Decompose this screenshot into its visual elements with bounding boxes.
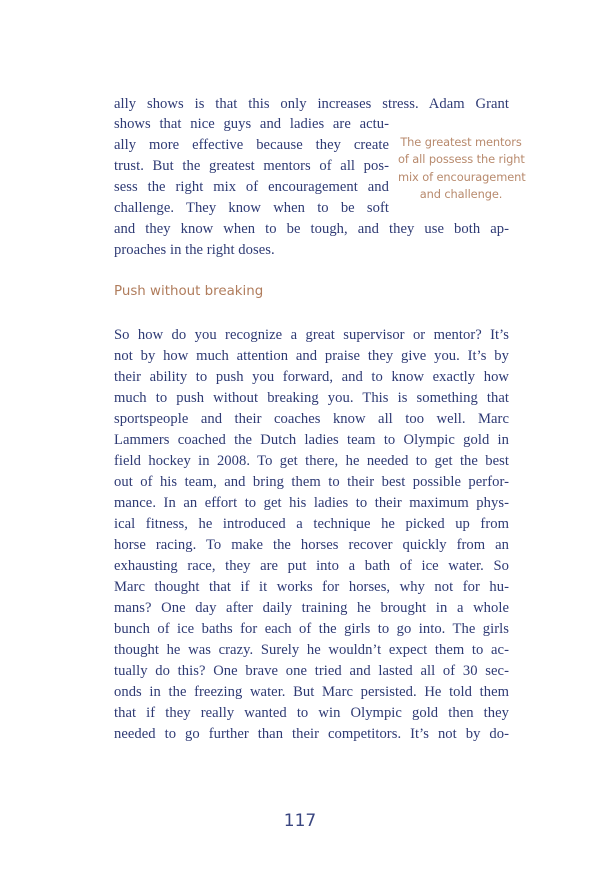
pull-quote — [398, 134, 524, 203]
text-line: thought he was crazy. Surely he wouldn’t expect them to ac- — [114, 642, 509, 658]
text-line: ical fitness, he introduced a technique he picked up from — [114, 516, 509, 532]
text-line: onds in the freezing water. But Marc persisted. He told them — [114, 684, 509, 700]
pull-quote-line: The greatest mentors — [400, 135, 522, 149]
text-line: mance. In an effort to get his ladies to their maximum phys- — [114, 495, 509, 511]
text-line: challenge. They know when to be soft — [114, 200, 389, 216]
text-line: shows that nice guys and ladies are actu- — [114, 116, 389, 132]
page-number: 117 — [283, 811, 317, 831]
text-line: and they know when to be tough, and they use both ap- — [114, 221, 509, 237]
text-line: ally more effective because they create — [114, 137, 389, 153]
text-line: ally shows is that this only increases stress. Adam Grant — [114, 96, 509, 112]
text-line: that if they really wanted to win Olympic gold then they — [114, 705, 509, 721]
pull-quote-line: mix of encouragement — [398, 169, 526, 184]
text-line: proaches in the right doses. — [114, 242, 275, 258]
text-line: horse racing. To make the horses recover quickly from an — [114, 537, 509, 553]
text-line: Marc thought that if it works for horses, why not for hu- — [114, 579, 509, 595]
pull-quote-line: of all possess the right — [398, 152, 525, 167]
text-line: out of his team, and bring them to their best possible perfor- — [114, 474, 509, 490]
text-line: mans? One day after daily training he brought in a whole — [114, 600, 509, 616]
text-line: sess the right mix of encouragement and — [114, 179, 389, 195]
text-line: Lammers coached the Dutch ladies team to Olympic gold in — [114, 432, 509, 448]
text-line: bunch of ice baths for each of the girls to go into. The girls — [114, 621, 509, 637]
text-line: tually do this? One brave one tried and lasted all of 30 sec- — [114, 663, 509, 679]
text-line: exhausting race, they are put into a bath of ice water. So — [114, 558, 509, 574]
text-line: much to push without breaking you. This is something that — [114, 390, 509, 406]
text-line: their ability to push you forward, and to know exactly how — [114, 369, 509, 385]
text-line: not by how much attention and praise they give you. It’s by — [114, 348, 509, 364]
text-line: So how do you recognize a great supervisor or mentor? It’s — [114, 327, 509, 343]
section-heading: Push without breaking — [114, 284, 264, 299]
text-line: trust. But the greatest mentors of all pos- — [114, 158, 389, 174]
pull-quote-line: and challenge. — [419, 186, 503, 201]
text-line: needed to go further than their competitors. It’s not by do- — [114, 726, 509, 742]
text-line: field hockey in 2008. To get there, he needed to get the best — [114, 453, 509, 469]
text-line: sportspeople and their coaches know all too well. Marc — [114, 411, 509, 427]
